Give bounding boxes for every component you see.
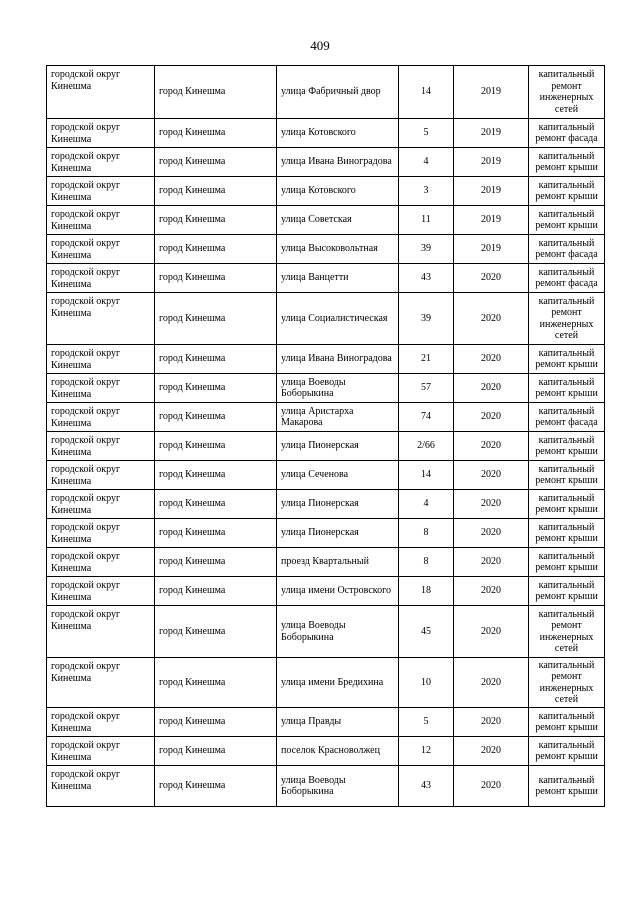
cell-house-number: 5 (399, 708, 454, 737)
table-row (47, 119, 605, 148)
cell-work-type: капитальный ремонт крыши (529, 345, 605, 374)
cell-year: 2020 (454, 293, 529, 345)
cell-year: 2020 (454, 606, 529, 658)
cell-okrug: городской округ Кинешма (47, 548, 155, 577)
cell-city: город Кинешма (155, 432, 277, 461)
cell-street: улица Советская (277, 206, 399, 235)
cell-work-type: капитальный ремонт крыши (529, 148, 605, 177)
cell-city: город Кинешма (155, 235, 277, 264)
cell-city: город Кинешма (155, 374, 277, 403)
cell-city: город Кинешма (155, 177, 277, 206)
cell-okrug: городской округ Кинешма (47, 658, 155, 708)
cell-street: улица Пионерская (277, 490, 399, 519)
cell-house-number: 14 (399, 461, 454, 490)
cell-year: 2019 (454, 235, 529, 264)
cell-city: город Кинешма (155, 293, 277, 345)
cell-house-number: 11 (399, 206, 454, 235)
table-row (47, 148, 605, 177)
cell-year: 2020 (454, 374, 529, 403)
cell-okrug: городской округ Кинешма (47, 264, 155, 293)
cell-city: город Кинешма (155, 519, 277, 548)
cell-okrug: городской округ Кинешма (47, 432, 155, 461)
cell-street: улица Воеводы Боборыкина (277, 766, 399, 807)
cell-city: город Кинешма (155, 606, 277, 658)
cell-work-type: капитальный ремонт фасада (529, 119, 605, 148)
cell-work-type: капитальный ремонт крыши (529, 374, 605, 403)
table-row (47, 461, 605, 490)
cell-year: 2020 (454, 548, 529, 577)
cell-city: город Кинешма (155, 345, 277, 374)
table-row (47, 737, 605, 766)
cell-city: город Кинешма (155, 403, 277, 432)
cell-work-type: капитальный ремонт инженерных сетей (529, 606, 605, 658)
table-row (47, 606, 605, 658)
table-row (47, 766, 605, 807)
table-row (47, 293, 605, 345)
cell-year: 2020 (454, 519, 529, 548)
cell-house-number: 45 (399, 606, 454, 658)
cell-work-type: капитальный ремонт фасада (529, 264, 605, 293)
cell-okrug: городской округ Кинешма (47, 519, 155, 548)
cell-city: город Кинешма (155, 490, 277, 519)
cell-year: 2020 (454, 766, 529, 807)
cell-okrug: городской округ Кинешма (47, 206, 155, 235)
cell-city: город Кинешма (155, 658, 277, 708)
cell-street: улица Пионерская (277, 432, 399, 461)
cell-house-number: 39 (399, 235, 454, 264)
cell-work-type: капитальный ремонт фасада (529, 235, 605, 264)
cell-street: улица имени Бредихина (277, 658, 399, 708)
cell-work-type: капитальный ремонт крыши (529, 206, 605, 235)
cell-okrug: городской округ Кинешма (47, 119, 155, 148)
table-row (47, 235, 605, 264)
table-row (47, 345, 605, 374)
cell-year: 2020 (454, 432, 529, 461)
table-row (47, 177, 605, 206)
cell-work-type: капитальный ремонт крыши (529, 708, 605, 737)
cell-street: улица Правды (277, 708, 399, 737)
cell-year: 2019 (454, 177, 529, 206)
cell-okrug: городской округ Кинешма (47, 737, 155, 766)
cell-house-number: 18 (399, 577, 454, 606)
table-row (47, 519, 605, 548)
cell-year: 2020 (454, 345, 529, 374)
cell-year: 2019 (454, 66, 529, 119)
cell-okrug: городской округ Кинешма (47, 148, 155, 177)
cell-street: улица Воеводы Боборыкина (277, 606, 399, 658)
cell-year: 2020 (454, 658, 529, 708)
cell-work-type: капитальный ремонт крыши (529, 548, 605, 577)
cell-okrug: городской округ Кинешма (47, 577, 155, 606)
table-row (47, 658, 605, 708)
cell-okrug: городской округ Кинешма (47, 374, 155, 403)
cell-street: улица Социалистическая (277, 293, 399, 345)
table-row (47, 403, 605, 432)
cell-okrug: городской округ Кинешма (47, 461, 155, 490)
cell-city: город Кинешма (155, 708, 277, 737)
cell-house-number: 4 (399, 490, 454, 519)
cell-year: 2020 (454, 490, 529, 519)
table-row (47, 66, 605, 119)
cell-city: город Кинешма (155, 577, 277, 606)
cell-city: город Кинешма (155, 264, 277, 293)
cell-house-number: 57 (399, 374, 454, 403)
cell-house-number: 74 (399, 403, 454, 432)
cell-okrug: городской округ Кинешма (47, 606, 155, 658)
page-number: 409 (310, 38, 330, 53)
table-row (47, 577, 605, 606)
cell-work-type: капитальный ремонт крыши (529, 490, 605, 519)
cell-okrug: городской округ Кинешма (47, 708, 155, 737)
cell-street: улица Высоковольтная (277, 235, 399, 264)
cell-house-number: 10 (399, 658, 454, 708)
cell-work-type: капитальный ремонт фасада (529, 403, 605, 432)
cell-work-type: капитальный ремонт инженерных сетей (529, 66, 605, 119)
cell-street: улица имени Островского (277, 577, 399, 606)
cell-street: улица Ивана Виноградова (277, 148, 399, 177)
cell-city: город Кинешма (155, 461, 277, 490)
housing-repair-table (46, 65, 605, 807)
cell-year: 2020 (454, 577, 529, 606)
cell-okrug: городской округ Кинешма (47, 766, 155, 807)
cell-street: улица Ивана Виноградова (277, 345, 399, 374)
cell-work-type: капитальный ремонт крыши (529, 461, 605, 490)
cell-house-number: 3 (399, 177, 454, 206)
cell-okrug: городской округ Кинешма (47, 293, 155, 345)
cell-year: 2020 (454, 461, 529, 490)
cell-city: город Кинешма (155, 119, 277, 148)
cell-okrug: городской округ Кинешма (47, 345, 155, 374)
cell-house-number: 2/66 (399, 432, 454, 461)
cell-house-number: 43 (399, 264, 454, 293)
table-row (47, 374, 605, 403)
table-row (47, 490, 605, 519)
cell-work-type: капитальный ремонт инженерных сетей (529, 658, 605, 708)
cell-street: улица Воеводы Боборыкина (277, 374, 399, 403)
cell-street: поселок Красноволжец (277, 737, 399, 766)
cell-city: город Кинешма (155, 148, 277, 177)
cell-street: улица Пионерская (277, 519, 399, 548)
cell-okrug: городской округ Кинешма (47, 66, 155, 119)
cell-work-type: капитальный ремонт крыши (529, 737, 605, 766)
table-row (47, 206, 605, 235)
cell-street: улица Сеченова (277, 461, 399, 490)
cell-city: город Кинешма (155, 766, 277, 807)
cell-street: проезд Квартальный (277, 548, 399, 577)
cell-house-number: 39 (399, 293, 454, 345)
cell-okrug: городской округ Кинешма (47, 177, 155, 206)
cell-street: улица Аристарха Макарова (277, 403, 399, 432)
cell-house-number: 5 (399, 119, 454, 148)
cell-okrug: городской округ Кинешма (47, 490, 155, 519)
cell-city: город Кинешма (155, 206, 277, 235)
cell-house-number: 8 (399, 548, 454, 577)
cell-work-type: капитальный ремонт крыши (529, 519, 605, 548)
cell-work-type: капитальный ремонт крыши (529, 577, 605, 606)
cell-street: улица Ванцетти (277, 264, 399, 293)
table-body (47, 66, 605, 807)
table-row (47, 264, 605, 293)
cell-street: улица Котовского (277, 119, 399, 148)
cell-work-type: капитальный ремонт инженерных сетей (529, 293, 605, 345)
cell-work-type: капитальный ремонт крыши (529, 766, 605, 807)
cell-work-type: капитальный ремонт крыши (529, 177, 605, 206)
cell-house-number: 12 (399, 737, 454, 766)
cell-year: 2020 (454, 737, 529, 766)
cell-year: 2019 (454, 206, 529, 235)
cell-city: город Кинешма (155, 737, 277, 766)
cell-house-number: 8 (399, 519, 454, 548)
cell-work-type: капитальный ремонт крыши (529, 432, 605, 461)
table-row (47, 708, 605, 737)
cell-okrug: городской округ Кинешма (47, 403, 155, 432)
table-row (47, 548, 605, 577)
cell-house-number: 4 (399, 148, 454, 177)
cell-okrug: городской округ Кинешма (47, 235, 155, 264)
cell-street: улица Котовского (277, 177, 399, 206)
table-row (47, 432, 605, 461)
cell-city: город Кинешма (155, 548, 277, 577)
cell-city: город Кинешма (155, 66, 277, 119)
cell-year: 2019 (454, 119, 529, 148)
cell-year: 2020 (454, 708, 529, 737)
cell-street: улица Фабричный двор (277, 66, 399, 119)
cell-year: 2020 (454, 264, 529, 293)
cell-house-number: 14 (399, 66, 454, 119)
cell-year: 2020 (454, 403, 529, 432)
cell-house-number: 21 (399, 345, 454, 374)
cell-house-number: 43 (399, 766, 454, 807)
cell-year: 2019 (454, 148, 529, 177)
